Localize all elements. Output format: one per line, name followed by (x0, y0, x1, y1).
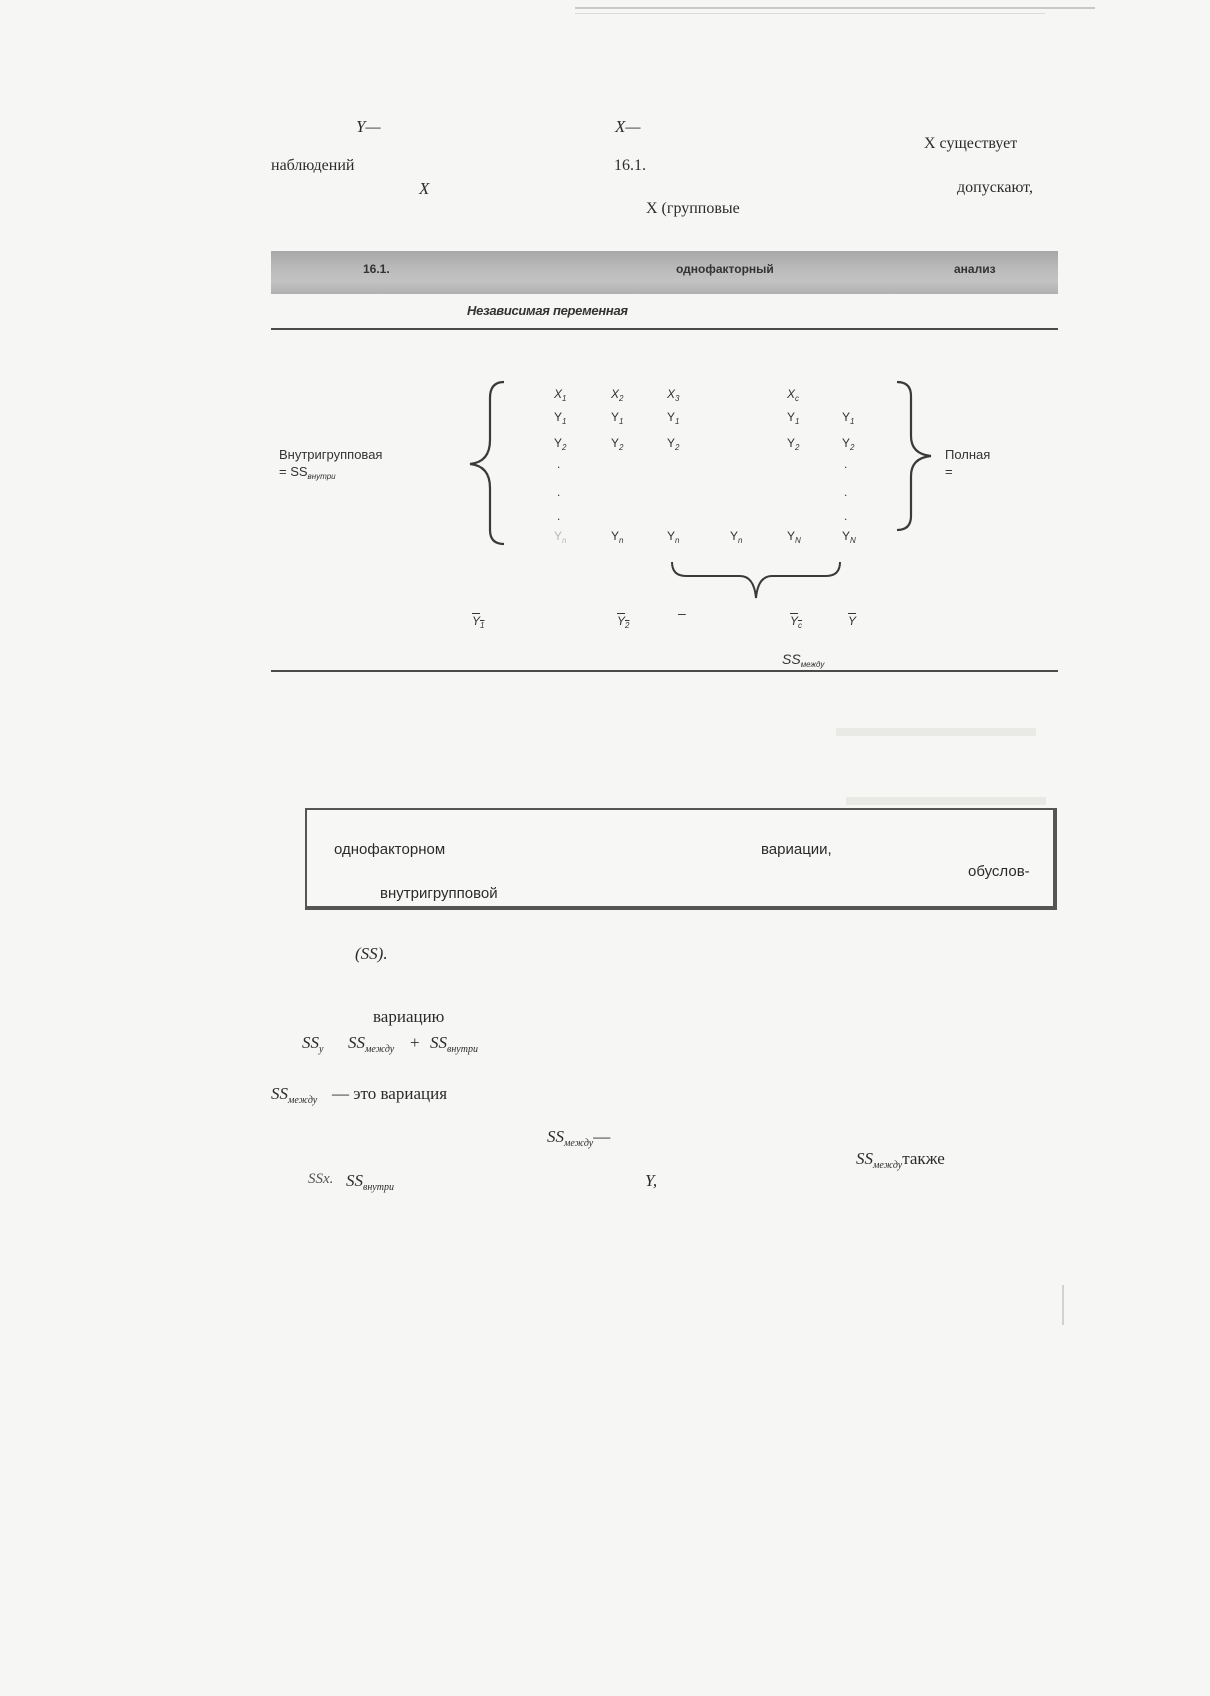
x-groups: X (групповые (646, 200, 740, 217)
ss-x: SSx. (308, 1171, 334, 1187)
allow-word: допускают, (957, 179, 1033, 196)
ellipsis-dot: . (844, 457, 848, 471)
ss-between-label: $SS_{между}$ (782, 651, 825, 669)
ellipsis-dot: . (557, 457, 561, 471)
total-eq: = (945, 464, 953, 479)
figure-number: 16.1. (363, 262, 390, 276)
cell-y1: $Y_1$ (667, 410, 680, 426)
cell-yn: $Y_N$ (787, 529, 801, 545)
scan-edge-line (575, 13, 1045, 14)
x-variable: X (419, 179, 430, 198)
ss-between-dash: $SS_{между}—$ (547, 1127, 611, 1149)
within-group-label: Внутригрупповая (279, 447, 383, 462)
note-within-group: внутригрупповой (380, 885, 498, 902)
equation-ss-within: $SS_{внутри}$ (430, 1033, 478, 1055)
cell-y2: $Y_2$ (611, 436, 624, 452)
ellipsis-dot: . (844, 509, 848, 523)
ellipsis-dot: . (844, 485, 848, 499)
x-dash: X— (615, 117, 641, 136)
within-group-ss: = $SS_{внутри}$ (279, 464, 336, 481)
ss-within: $SS_{внутри}$ (346, 1171, 394, 1193)
cell-yn-faded: $Y_n$ (554, 529, 567, 545)
cell-ybig-n: $Y_N$ (842, 529, 856, 545)
def-ss-between: $SS_{между}$ (271, 1084, 318, 1106)
bleed-through-mark (836, 728, 1036, 736)
cell-y2: $Y_2$ (667, 436, 680, 452)
xc-header: $X_c$ (787, 387, 800, 403)
equation-ss-y: $SS_y$ (302, 1033, 324, 1055)
figure-title-word: однофакторный (676, 262, 774, 276)
mean-y1: $Y_1$ (472, 614, 485, 630)
y-dash: Y— (356, 117, 381, 136)
x2-header: $X_2$ (611, 387, 624, 403)
mean-y2: $Y_2$ (617, 614, 630, 630)
cell-y1: $Y_1$ (842, 410, 855, 426)
x1-header: $X_1$ (554, 387, 567, 403)
independent-variable-label: Независимая переменная (467, 303, 628, 318)
ellipsis-dot: . (557, 509, 561, 523)
bottom-brace-icon (670, 560, 842, 602)
bleed-through-mark (846, 797, 1046, 805)
equation-plus: + (410, 1033, 420, 1052)
ss-abbreviation: (SS). (355, 944, 388, 963)
cell-y2: $Y_2$ (842, 436, 855, 452)
note-conditioned: обуслов- (968, 863, 1030, 880)
figure-title-band (271, 251, 1058, 294)
figure-reference: 16.1. (614, 157, 646, 174)
cell-yn: $Y_n$ (730, 529, 743, 545)
cell-y1: $Y_1$ (554, 410, 567, 426)
y-comma: Y, (645, 1171, 658, 1190)
note-one-factor: однофакторном (334, 841, 446, 858)
cell-y2: $Y_2$ (787, 436, 800, 452)
note-variation: вариации, (761, 841, 832, 858)
figure-bottom-rule (271, 670, 1058, 672)
cell-yn: $Y_n$ (667, 529, 680, 545)
mean-yc: $Y_c$ (790, 614, 803, 630)
variation-word: вариацию (373, 1007, 445, 1026)
scan-edge-line (575, 7, 1095, 9)
note-box (305, 808, 1057, 910)
left-brace-icon (460, 380, 508, 546)
right-brace-icon (893, 380, 941, 532)
cell-y1: $Y_1$ (787, 410, 800, 426)
cell-y1: $Y_1$ (611, 410, 624, 426)
figure-top-rule (271, 328, 1058, 330)
ellipsis-dot: . (557, 485, 561, 499)
figure-title-end: анализ (954, 262, 996, 276)
observations-word: наблюдений (271, 157, 355, 174)
ss-between-also: $SS_{между}также$ (856, 1149, 945, 1171)
total-label: Полная (945, 447, 991, 462)
equation-ss-between: $SS_{между}$ (348, 1033, 395, 1055)
mean-bar-fragment: – (678, 605, 686, 621)
cell-yn: $Y_n$ (611, 529, 624, 545)
cell-y2: $Y_2$ (554, 436, 567, 452)
grand-mean-y: $\overline{Y}$ (848, 614, 857, 628)
scan-edge-mark (1062, 1285, 1064, 1325)
x3-header: $X_3$ (667, 387, 680, 403)
x-exists: X существует (924, 135, 1018, 152)
def-text: — это вариация (332, 1084, 448, 1103)
